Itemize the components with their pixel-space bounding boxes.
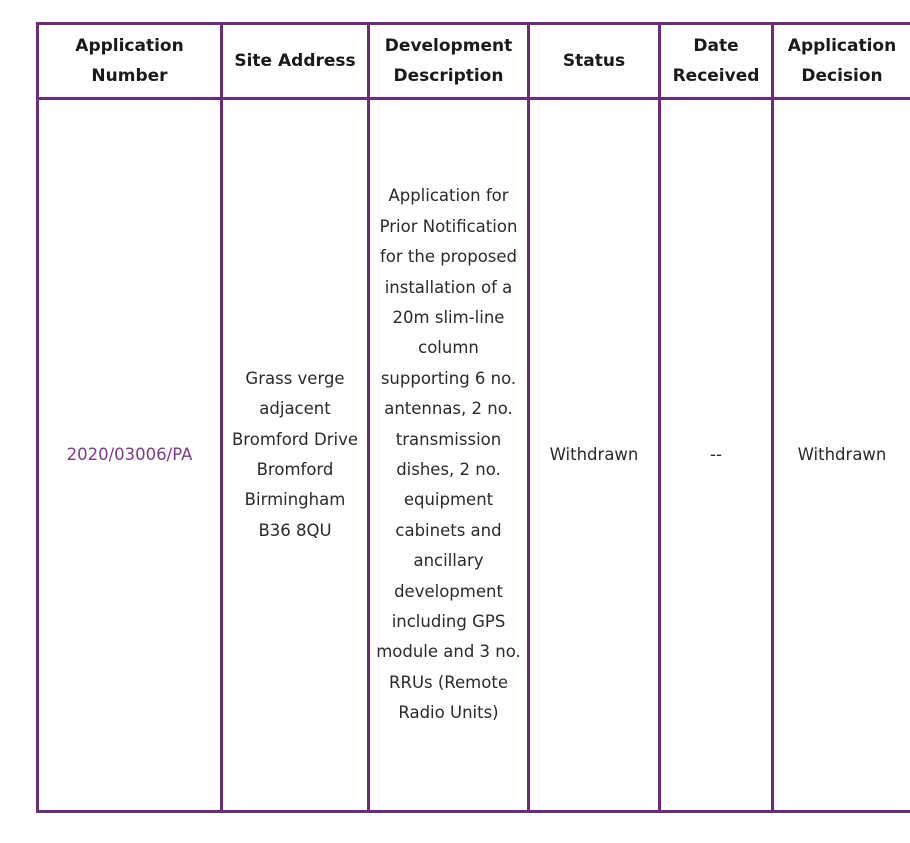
cell-status <box>529 99 660 812</box>
cell-site-address <box>222 99 369 812</box>
header-status: Status <box>529 24 660 99</box>
development-description-text: Application for Prior Notification for the proposed installation of a 20m slim-line column supporting 6 no. antennas, 2 no. transmission dishes, 2 no. equipment cabinets and ancillary development including GPS module and 3 no. RRUs (Remote Radio Units) <box>376 186 521 723</box>
cell-date-received <box>660 99 773 812</box>
header-application-decision: Application Decision <box>773 24 910 99</box>
header-application-number: Application Number <box>38 24 222 99</box>
cell-application-number <box>38 99 222 812</box>
cell-development-description <box>369 99 529 812</box>
applications-table-wrapper <box>36 22 910 813</box>
table-body <box>38 99 910 812</box>
status-text: Withdrawn <box>549 444 639 464</box>
header-site-address: Site Address <box>222 24 369 99</box>
planning-applications-table <box>36 22 910 813</box>
header-date-received: Date Received <box>660 24 773 99</box>
site-address-text: Grass verge adjacent Bromford Drive Bromford Birmingham B36 8QU <box>231 368 358 540</box>
header-development-description: Development Description <box>369 24 529 99</box>
cell-application-decision <box>773 99 910 812</box>
application-number-link[interactable]: 2020/03006/PA <box>66 444 193 464</box>
application-decision-text: Withdrawn <box>797 444 887 464</box>
table-row <box>38 99 910 812</box>
header-row <box>38 24 910 99</box>
date-received-text: -- <box>710 444 722 464</box>
table-header <box>38 24 910 99</box>
